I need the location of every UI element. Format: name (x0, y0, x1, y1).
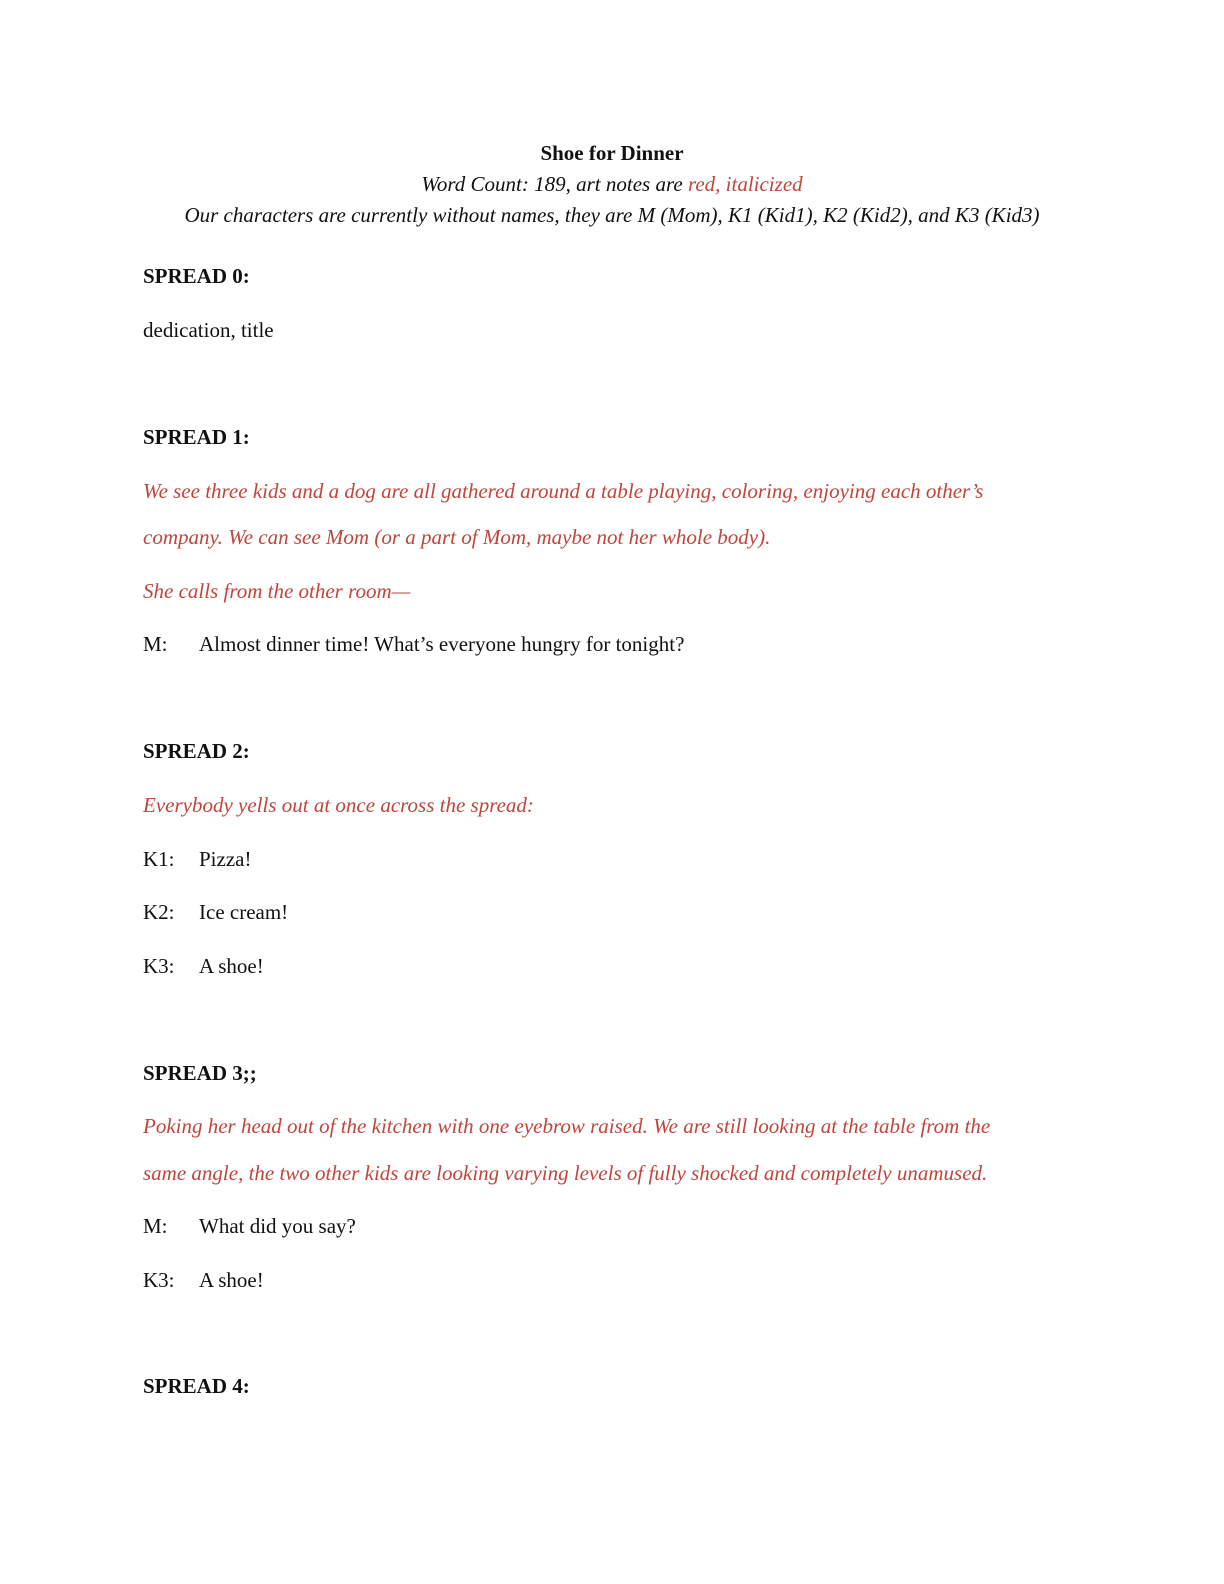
dialogue-text: Almost dinner time! What’s everyone hungry for tonight? (199, 632, 685, 656)
speaker-label: M: (143, 1214, 168, 1238)
dialogue-text: Pizza! (199, 847, 252, 871)
spread-0-text: dedication, title (143, 318, 274, 342)
dialogue-text: A shoe! (199, 954, 264, 978)
speaker-label: K3: (143, 1268, 175, 1292)
characters-note: Our characters are currently without names, they are M (Mom), K1 (Kid1), K2 (Kid2), and K3 (Kid3) (184, 203, 1040, 227)
dialogue-line (143, 900, 288, 925)
dialogue-line (143, 847, 251, 872)
art-note: She calls from the other room— (143, 579, 411, 603)
word-count-text: Word Count: 189, art notes are (421, 172, 688, 196)
art-note: We see three kids and a dog are all gathered around a table playing, coloring, enjoying each other’s (143, 479, 984, 503)
art-note: Poking her head out of the kitchen with one eyebrow raised. We are still looking at the table from the (143, 1114, 991, 1138)
speaker-label: K2: (143, 900, 175, 924)
spread-0-heading: SPREAD 0: (143, 264, 250, 288)
speaker-label: K3: (143, 954, 175, 978)
document-title: Shoe for Dinner (540, 141, 684, 165)
art-note: same angle, the two other kids are looking varying levels of fully shocked and completely unamused. (143, 1161, 988, 1185)
dialogue-line (143, 632, 684, 657)
dialogue-line (143, 1214, 356, 1239)
spread-1-heading: SPREAD 1: (143, 425, 250, 449)
art-note: company. We can see Mom (or a part of Mom, maybe not her whole body). (143, 525, 771, 549)
speaker-label: M: (143, 632, 168, 656)
speaker-label: K1: (143, 847, 175, 871)
dialogue-text: Ice cream! (199, 900, 289, 924)
art-notes-legend: red, italicized (687, 172, 803, 196)
dialogue-line (143, 1268, 264, 1293)
spread-2-heading: SPREAD 2: (143, 739, 250, 763)
spread-3-heading: SPREAD 3;; (143, 1061, 257, 1085)
dialogue-text: A shoe! (199, 1268, 264, 1292)
dialogue-line (143, 954, 264, 979)
word-count-line (0, 172, 1224, 197)
art-note: Everybody yells out at once across the spread: (143, 793, 534, 817)
dialogue-text: What did you say? (199, 1214, 356, 1238)
spread-4-heading: SPREAD 4: (143, 1374, 250, 1398)
